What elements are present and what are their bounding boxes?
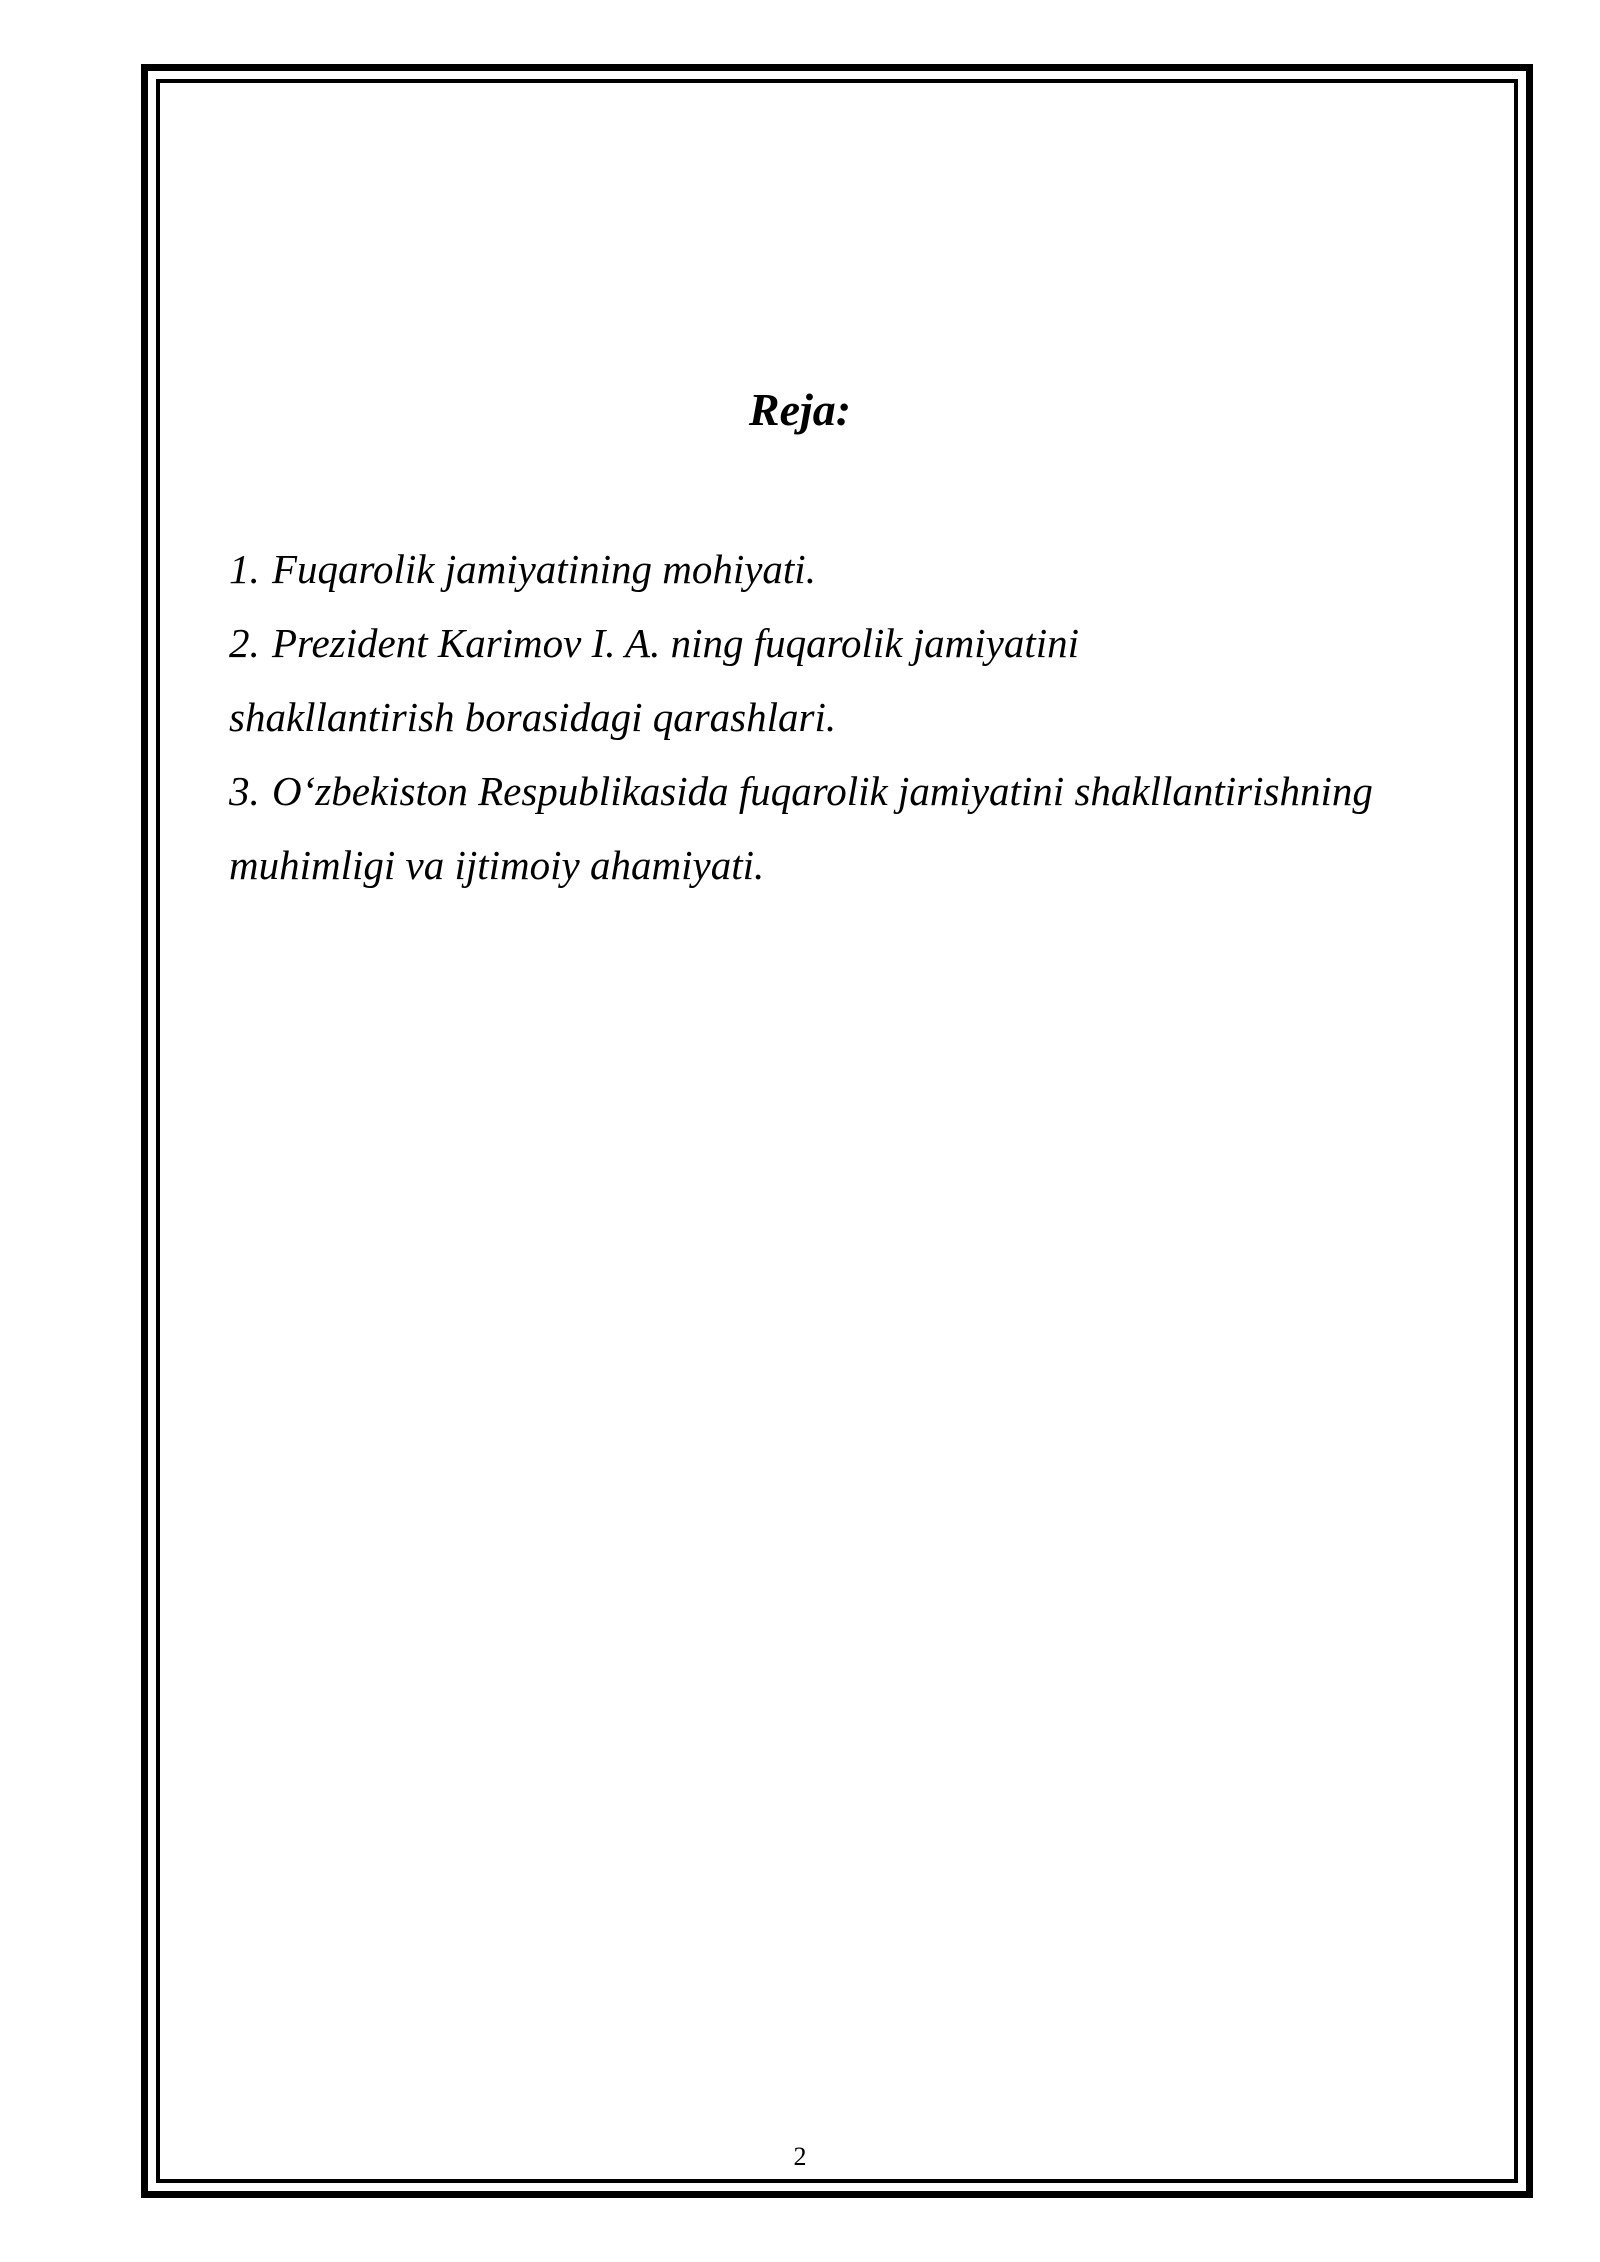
- plan-item-2: [229, 606, 1459, 754]
- plan-item-number: 1.: [229, 546, 260, 592]
- plan-item-number: 3.: [229, 768, 260, 814]
- plan-item-3: [229, 754, 1459, 902]
- plan-item-text: Prezident Karimov I. A. ning fuqarolik jamiyatini: [272, 620, 1080, 666]
- plan-item-text: Fuqarolik jamiyatining mohiyati.: [272, 546, 816, 592]
- page-number: 2: [793, 2142, 807, 2171]
- plan-item-number: 2.: [229, 620, 260, 666]
- plan-item-1: [229, 532, 1459, 606]
- plan-item-text-continuation: shakllantirish borasidagi qarashlari.: [229, 694, 837, 740]
- plan-list: [229, 532, 1459, 902]
- plan-item-text: O‘zbekiston Respublikasida fuqarolik jamiyatini shakllantirishning: [272, 768, 1373, 814]
- page-title: Reja:: [748, 384, 852, 435]
- plan-item-text-continuation: muhimligi va ijtimoiy ahamiyati.: [229, 842, 765, 888]
